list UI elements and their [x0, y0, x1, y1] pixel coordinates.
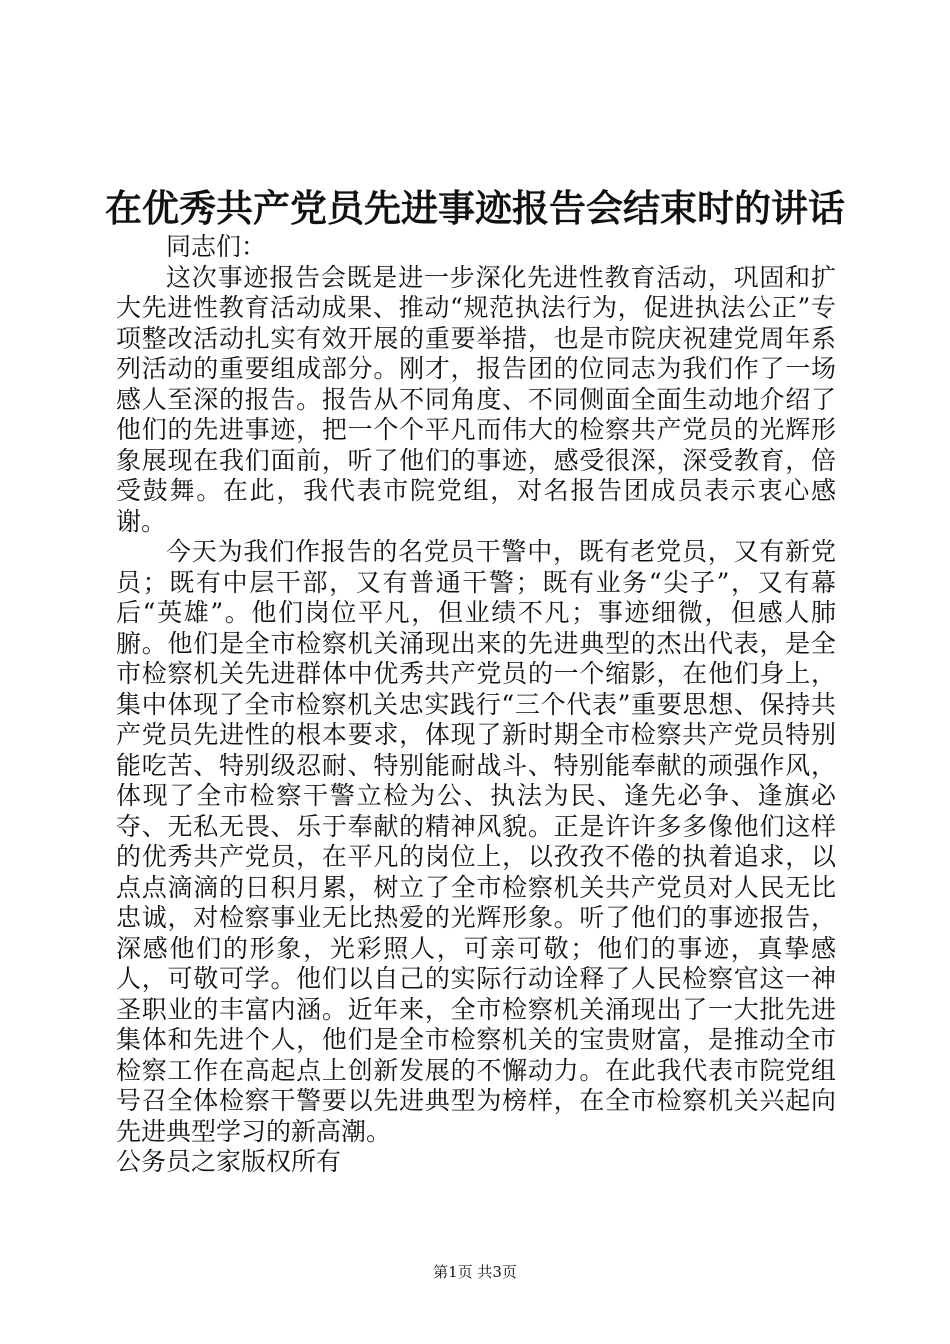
paragraph-2: 今天为我们作报告的名党员干警中，既有老党员，又有新党员；既有中层干部，又有普通干警；既有业务“尖子”，又有幕后“英雄”。他们岗位平凡，但业绩不凡；事迹细微，但感人肺腑。他们是全市检察机关涌现出来的先进典型的杰出代表，是全市检察机关先进群体中优秀共产党员的一个缩影，在他们身上，集中体现了全市检察机关忠实践行“三个代表”重要思想、保持共产党员先进性的根本要求，体现了新时期全市检察共产党员特别能吃苦、特别级忍耐、特别能耐战斗、特别能奉献的顽强作风，体现了全市检察干警立检为公、执法为民、逢先必争、逢旗必夺、无私无畏、乐于奉献的精神风貌。正是许许多多像他们这样的优秀共产党员，在平凡的岗位上，以孜孜不倦的执着追求，以点点滴滴的日积月累，树立了全市检察机关共产党员对人民无比忠诚，对检察事业无比热爱的光辉形象。听了他们的事迹报告，深感他们的形象，光彩照人，可亲可敬；他们的事迹，真挚感人，可敬可学。他们以自己的实际行动诠释了人民检察官这一神圣职业的丰富内涵。近年来，全市检察机关涌现出了一大批先进集体和先进个人，他们是全市检察机关的宝贵财富，是推动全市检察工作在高起点上创新发展的不懈动力。在此我代表市院党组号召全体检察干警要以先进典型为榜样，在全市检察机关兴起向先进典型学习的新高潮。 [116, 537, 836, 1146]
closing-line: 公务员之家版权所有 [116, 1147, 342, 1176]
page-footer: 第1页 共3页 [433, 1263, 517, 1281]
document-title: 在优秀共产党员先进事迹报告会结束时的讲话 [105, 186, 845, 230]
document-body [116, 232, 836, 1178]
salutation: 同志们： [166, 232, 267, 261]
paragraph-1: 这次事迹报告会既是进一步深化先进性教育活动，巩固和扩大先进性教育活动成果、推动“规范执法行为，促进执法公正”专项整改活动扎实有效开展的重要举措，也是市院庆祝建党周年系列活动的重要组成部分。刚才，报告团的位同志为我们作了一场感人至深的报告。报告从不同角度、不同侧面全面生动地介绍了他们的先进事迹，把一个个平凡而伟大的检察共产党员的光辉形象展现在我们面前，听了他们的事迹，感受很深，深受教育，倍受鼓舞。在此，我代表市院党组，对名报告团成员表示衷心感谢。 [116, 262, 836, 536]
